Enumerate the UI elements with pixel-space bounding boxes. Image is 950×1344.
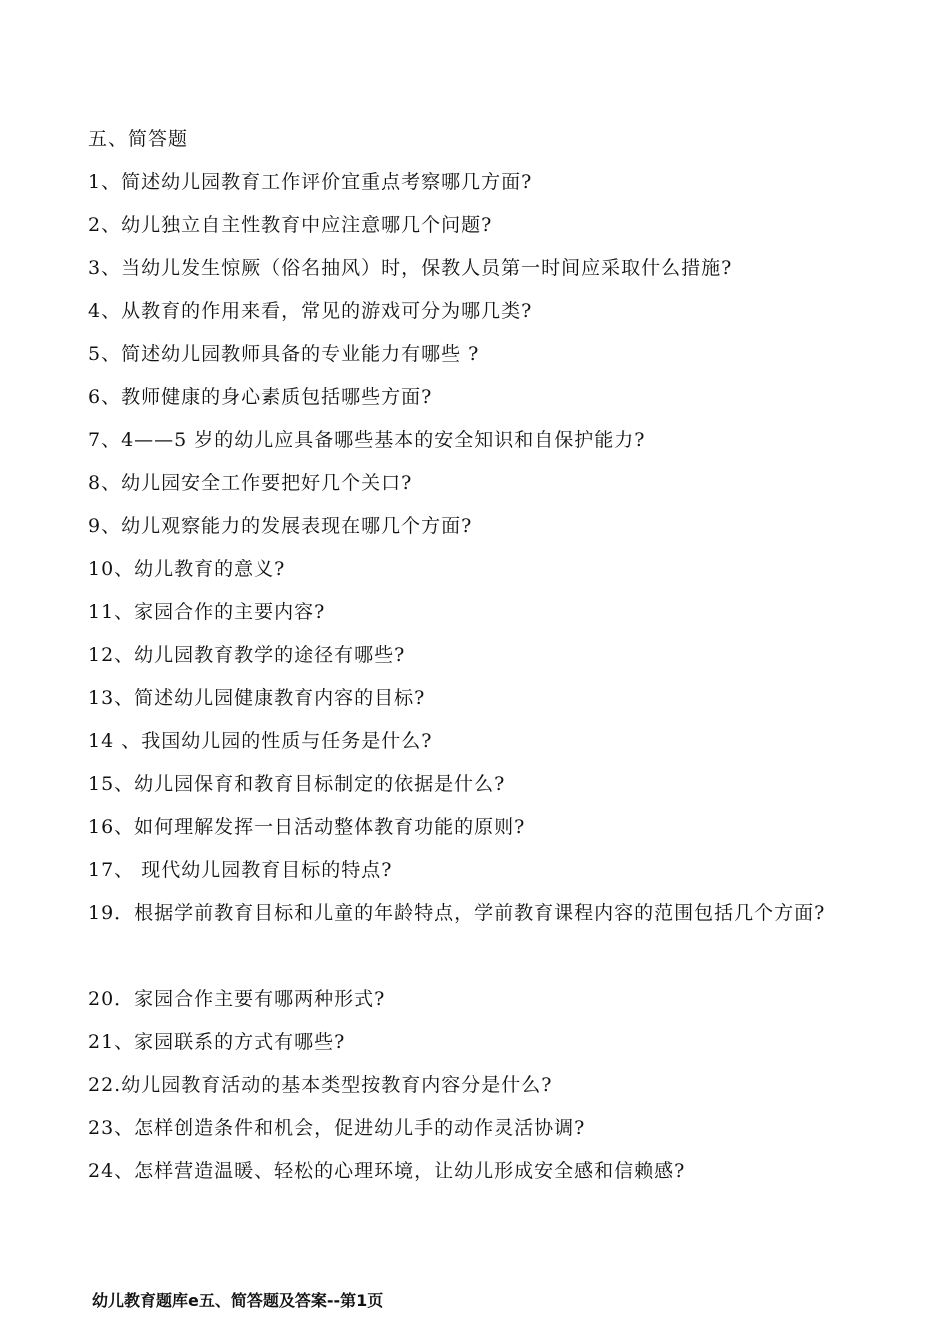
question-24: 24、怎样营造温暖、轻松的心理环境，让幼儿形成安全感和信赖感? [88,1160,686,1182]
question-list [88,118,878,1193]
question-7: 7、4——5 岁的幼儿应具备哪些基本的安全知识和自保护能力? [88,429,646,451]
question-12: 12、幼儿园教育教学的途径有哪些? [88,644,406,666]
question-14: 14 、我国幼儿园的性质与任务是什么? [88,730,433,752]
question-16: 16、如何理解发挥一日活动整体教育功能的原则? [88,816,526,838]
question-22: 22.幼儿园教育活动的基本类型按教育内容分是什么? [88,1074,553,1096]
question-21: 21、家园联系的方式有哪些? [88,1031,346,1053]
page-footer: 幼儿教育题库e五、简答题及答案--第1页 [92,1291,384,1310]
question-11: 11、家园合作的主要内容? [88,601,326,623]
question-19: 19．根据学前教育目标和儿童的年龄特点，学前教育课程内容的范围包括几个方面? [88,902,826,924]
section-heading: 五、简答题 [88,128,189,150]
question-6: 6、教师健康的身心素质包括哪些方面? [88,386,433,408]
question-2: 2、幼儿独立自主性教育中应注意哪几个问题? [88,214,493,236]
question-13: 13、简述幼儿园健康教育内容的目标? [88,687,426,709]
question-3: 3、当幼儿发生惊厥（俗名抽风）时，保教人员第一时间应采取什么措施? [88,257,733,279]
question-5: 5、简述幼儿园教师具备的专业能力有哪些 ? [88,343,480,365]
question-17: 17、 现代幼儿园教育目标的特点? [88,859,393,881]
question-23: 23、怎样创造条件和机会，促进幼儿手的动作灵活协调? [88,1117,586,1139]
question-20: 20．家园合作主要有哪两种形式? [88,988,386,1010]
question-4: 4、从教育的作用来看，常见的游戏可分为哪几类? [88,300,533,322]
question-8: 8、幼儿园安全工作要把好几个关口? [88,472,413,494]
question-1: 1、简述幼儿园教育工作评价宜重点考察哪几方面? [88,171,533,193]
question-15: 15、幼儿园保育和教育目标制定的依据是什么? [88,773,506,795]
question-10: 10、幼儿教育的意义? [88,558,286,580]
question-9: 9、幼儿观察能力的发展表现在哪几个方面? [88,515,473,537]
